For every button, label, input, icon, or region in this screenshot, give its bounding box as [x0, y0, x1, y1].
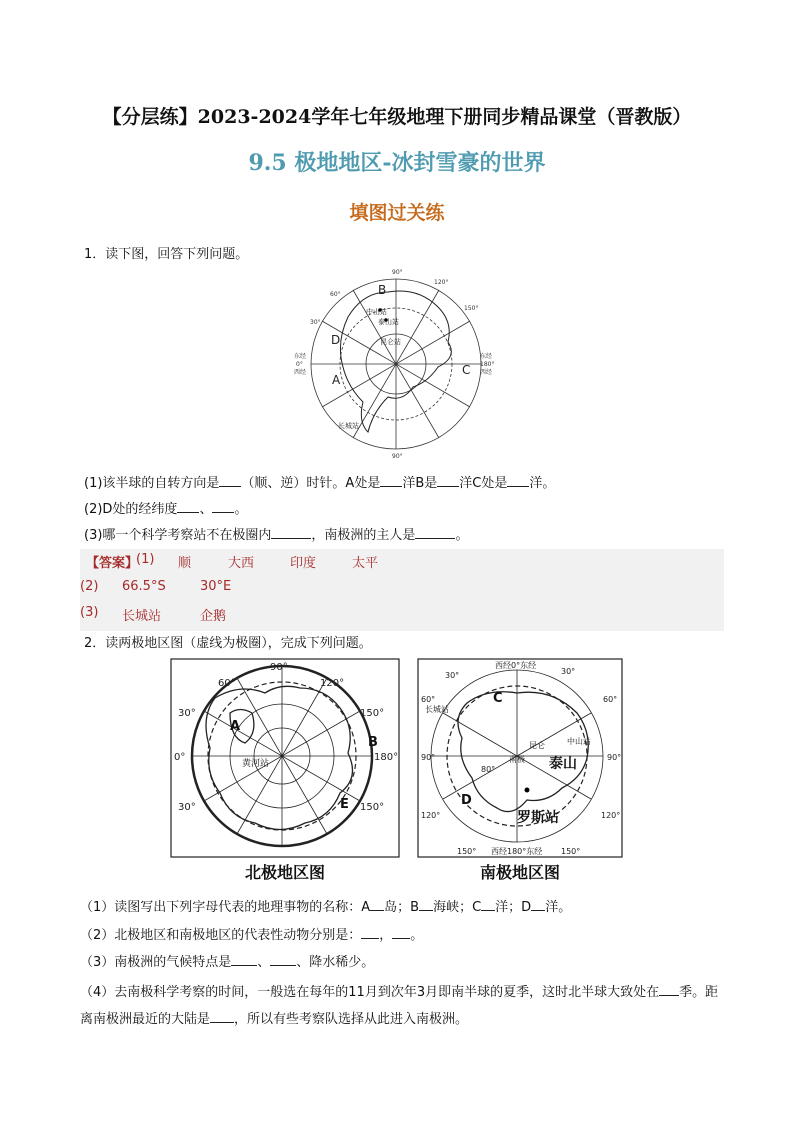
south-label-30e: 30°: [561, 667, 576, 676]
antarctic-polar-map-2: [417, 658, 623, 858]
blank-c-ocean[interactable]: [507, 474, 529, 487]
blank-d-lon[interactable]: [212, 500, 234, 513]
south-label-120w: 120°: [421, 811, 441, 820]
blank-d-ocean[interactable]: [531, 898, 545, 911]
map1-label-60: 60°: [330, 291, 341, 298]
blank-c-ocean[interactable]: [481, 898, 495, 911]
map1-label-150: 150°: [464, 305, 479, 312]
south-kunlun: 昆仑: [529, 741, 545, 750]
map1-letter-C: C: [462, 363, 471, 377]
blank-b-strait[interactable]: [419, 898, 433, 911]
north-label-60: 60°: [218, 678, 236, 689]
south-label-90e: 90°: [607, 753, 622, 762]
south-label-60w: 60°: [421, 695, 436, 704]
map1-label-90: 90°: [392, 269, 403, 276]
question-1-stem: 1．读下图，回答下列问题。: [84, 247, 249, 262]
south-label-150e: 150°: [561, 847, 581, 856]
map1-label-30: 30°: [310, 319, 321, 326]
south-label-60e: 60°: [603, 695, 618, 704]
lesson-title: 9.5 极地地区-冰封雪豪的世界: [248, 150, 546, 176]
blank-south-animal[interactable]: [392, 926, 410, 939]
map1-label-180: 180°: [480, 361, 495, 368]
map1-letter-A: A: [332, 373, 341, 387]
north-letter-B: B: [368, 735, 378, 750]
south-ross: 罗斯站: [517, 810, 559, 826]
answer-box: 【答案】 (1) 顺 大西 印度 太平 (2) 66.5°S 30°E (3) 长城站 企鹅: [80, 549, 724, 631]
south-label-90w: 90°: [421, 753, 436, 762]
north-label-90: 90°: [270, 662, 288, 673]
blank-rotation[interactable]: [219, 474, 241, 487]
blank-climate-1[interactable]: [231, 953, 257, 966]
south-letter-D: D: [461, 793, 472, 808]
south-label-30w: 30°: [445, 671, 460, 680]
south-taishan: 泰山: [549, 756, 577, 772]
map1-letter-B: B: [378, 283, 387, 297]
map1-letter-D: D: [331, 333, 341, 347]
map1-label-east: 东经: [294, 353, 307, 360]
north-label-150: 150°: [360, 708, 385, 719]
south-letter-C: C: [493, 691, 503, 706]
blank-master[interactable]: [415, 526, 455, 539]
arctic-polar-map: [170, 658, 400, 858]
q1-part2: (2)D处的经纬度 、 。: [84, 502, 248, 517]
north-label-180: 180°: [374, 752, 399, 763]
map1-label-w180: 西经: [480, 369, 493, 376]
south-label-80: 80°: [481, 765, 496, 774]
south-zhongshan: 中山站: [567, 737, 591, 746]
q2-part3: （3）南极洲的气候特点是 、 、降水稀少。: [80, 955, 375, 970]
map1-label-120: 120°: [434, 279, 449, 286]
map1-changcheng: 长城站: [338, 422, 359, 430]
map1-kunlun: 昆仑站: [380, 338, 401, 346]
map1-label-0: 0°: [296, 361, 303, 368]
north-label-30: 30°: [178, 708, 196, 719]
north-label-0: 0°: [174, 752, 186, 763]
section-subtitle: 填图过关练: [349, 202, 445, 224]
blank-north-animal[interactable]: [361, 926, 379, 939]
map1-label-90-bottom: 90°: [392, 453, 403, 460]
north-letter-A: A: [230, 719, 241, 734]
blank-a-island[interactable]: [370, 898, 384, 911]
map1-label-e180: 东经: [480, 353, 493, 360]
blank-climate-2[interactable]: [270, 953, 296, 966]
south-pole: 南极: [509, 755, 525, 764]
blank-a-ocean[interactable]: [380, 474, 402, 487]
q2-part4: （4）去南极科学考察的时间，一般选在每年的11月到次年3月即南半球的夏季，这时北半球大致处在 季。距离南极洲最近的大陆是 ，所以有些考察队选择从此进入南极洲。: [80, 985, 719, 1027]
q2-part2: （2）北极地区和南极地区的代表性动物分别是： ， 。: [80, 928, 424, 943]
blank-station[interactable]: [271, 526, 311, 539]
document-header: 【分层练】2023-2024学年七年级地理下册同步精品课堂（晋教版）: [102, 106, 692, 128]
q1-part3: (3)哪一个科学考察站不在极圈内 ，南极洲的主人是 。: [84, 528, 469, 543]
north-station: 黄河站: [242, 759, 270, 769]
south-label-120e: 120°: [601, 811, 621, 820]
north-label-150b: 150°: [360, 802, 385, 813]
map1-label-west: 西经: [294, 369, 307, 376]
q2-part1: （1）读图写出下列字母代表的地理事物的名称：A 岛；B 海峡；C 洋；D 洋。: [80, 900, 572, 915]
north-label-30b: 30°: [178, 802, 196, 813]
south-label-150w: 150°: [457, 847, 477, 856]
question-2-stem: 2．读两极地区图（虚线为极圈），完成下列问题。: [84, 636, 372, 651]
antarctic-polar-map-1: [288, 262, 498, 462]
south-map-caption: 南极地区图: [479, 863, 560, 882]
map1-taishan: 泰山站: [378, 318, 399, 326]
north-label-120: 120°: [320, 678, 345, 689]
south-label-top: 西经0°东经: [495, 661, 537, 670]
answer-label: 【答案】: [86, 556, 139, 571]
south-label-bottom: 西经180°东经: [491, 847, 543, 856]
blank-continent[interactable]: [210, 1010, 234, 1023]
north-letter-E: E: [340, 797, 349, 812]
north-map-caption: 北极地区图: [244, 863, 325, 882]
map1-zhongshan: 中山站: [366, 308, 387, 316]
blank-b-ocean[interactable]: [437, 474, 459, 487]
blank-season[interactable]: [659, 983, 679, 996]
q1-part1: (1)该半球的自转方向是 （顺、逆）时针。A处是 洋B是 洋C处是 洋。: [84, 476, 556, 491]
blank-d-lat[interactable]: [177, 500, 199, 513]
south-changcheng: 长城站: [425, 705, 449, 714]
